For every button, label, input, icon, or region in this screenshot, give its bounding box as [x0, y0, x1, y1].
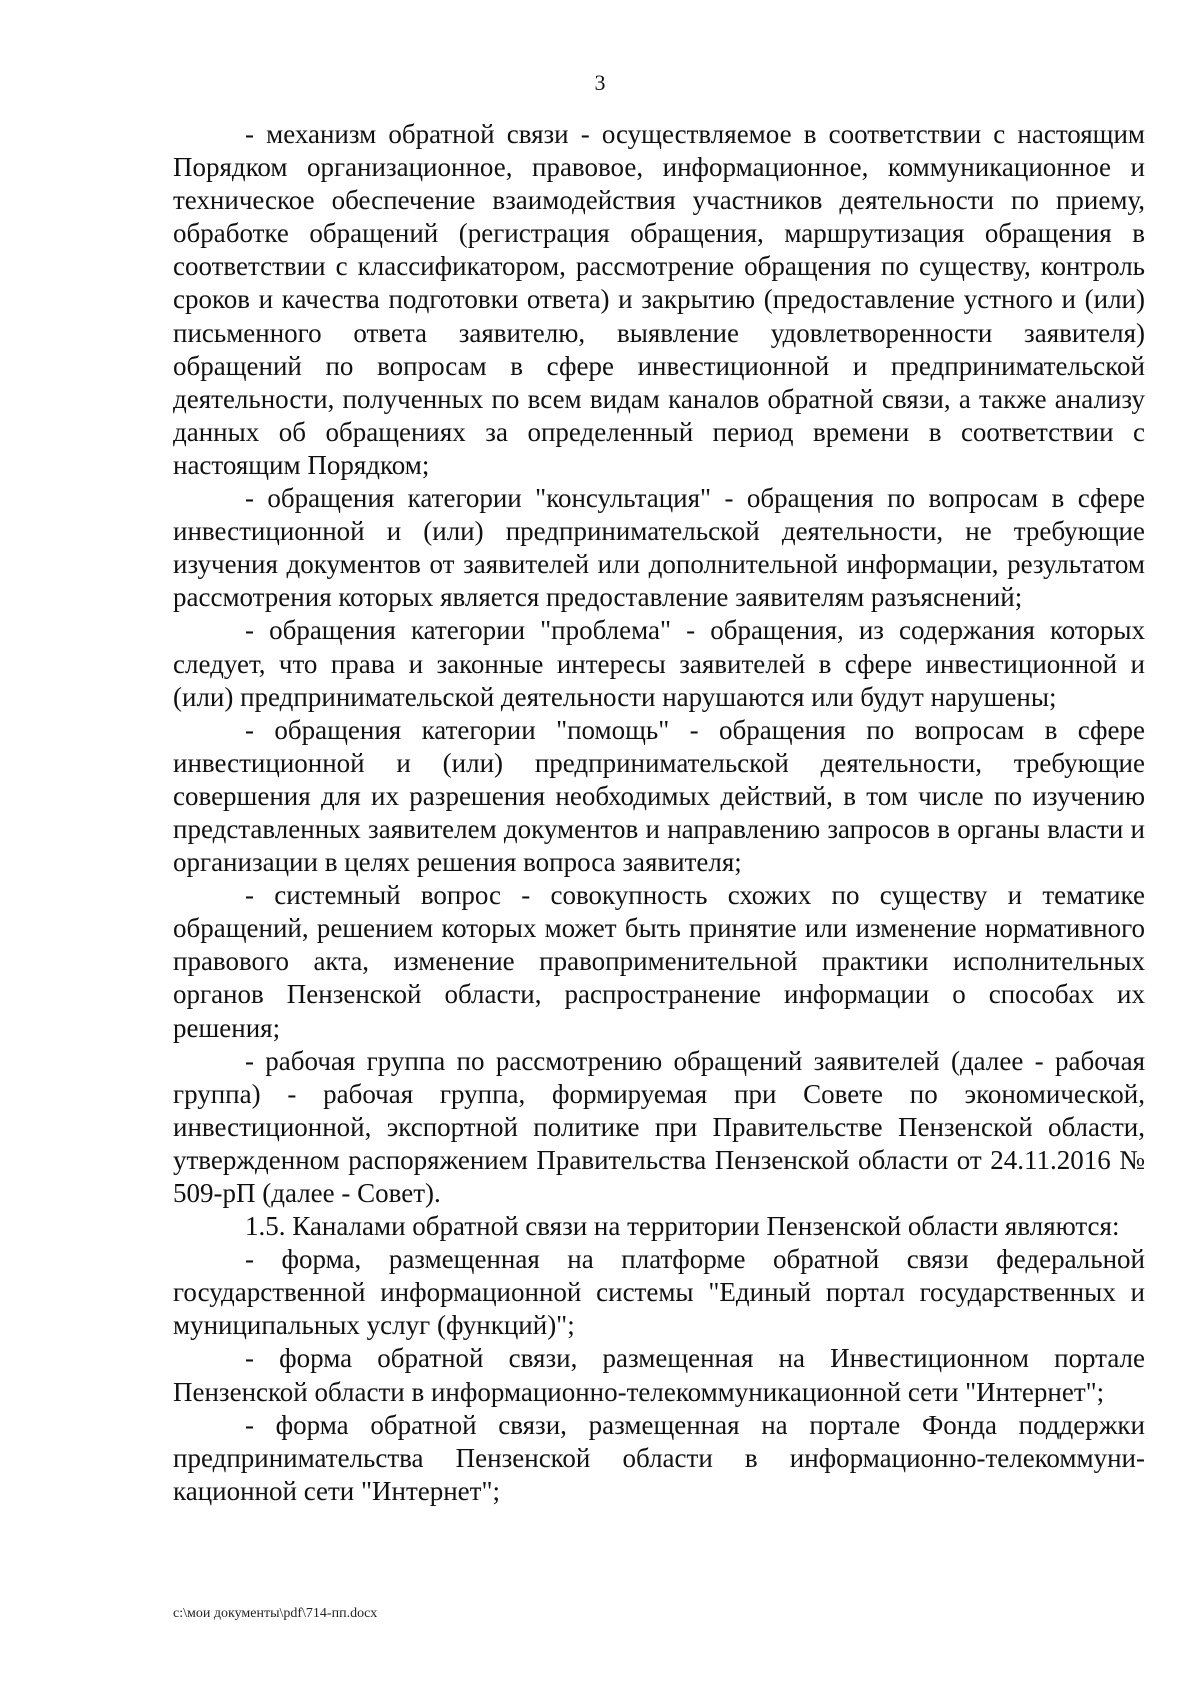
- paragraph-working-group: - рабочая группа по рассмотрению обращений заявителей (далее - рабочая группа) - рабочая группа, формируемая при Совете по экономической, инвестиционной, экспортной политике при Правительстве Пензенской области, утвержденном распоряжением Правительства Пензенской области от 24.11.2016 № 509-рП (далее - Совет).: [173, 1045, 1145, 1208]
- paragraph-form-gosuslugi: - форма, размещенная на платформе обратной связи федеральной государственной информационной системы "Единый портал государственных и муниципальных услуг (функций)";: [173, 1244, 1145, 1341]
- paragraph-feedback-mechanism: - механизм обратной связи - осуществляемое в соответствии с настоящим Порядком организационное, правовое, информационное, коммуникационное и техническое обеспечение взаимодействия участников деятельности по приему, обработке обращений (регистрация обращения, маршрутизация обращения в соответствии с классификатором, рассмотрение обращения по существу, контроль сроков и качества подготовки ответа) и закрытию (предоставление устного и (или) письменного ответа заявителю, выявление удовлетворенности заявителя) обращений по вопросам в сфере инвестиционной и предпринимательской деятельности, полученных по всем видам каналов обратной связи, а также анализу данных об обращениях за определенный период времени в соответствии с настоящим Порядком;: [173, 119, 1145, 480]
- file-path-footer: c:\мои документы\pdf\714-пп.docx: [173, 1606, 378, 1621]
- page-number: 3: [594, 70, 606, 95]
- paragraph-form-support-fund: - форма обратной связи, размещенная на портале Фонда поддержки предпринимательства Пензенской области в информационно-телекоммуникационной сети "Интернет";: [173, 1409, 1145, 1506]
- paragraph-category-problem: - обращения категории "проблема" - обращения, из содержания которых следует, что права и законные интересы заявителей в сфере инвестиционной и (или) предпринимательской деятельности нарушаются или будут нарушены;: [173, 615, 1145, 712]
- paragraph-section-1-5: 1.5. Каналами обратной связи на территории Пензенской области являются:: [245, 1211, 1120, 1242]
- paragraph-form-investment-portal: - форма обратной связи, размещенная на Инвестиционном портале Пензенской области в информационно-телекоммуникационной сети "Интернет";: [173, 1343, 1145, 1407]
- document-body: [173, 118, 1145, 1508]
- paragraph-systemic-issue: - системный вопрос - совокупность схожих по существу и тематике обращений, решением которых может быть принятие или изменение нормативного правового акта, изменение правоприменительной практики исполнительных органов Пензенской области, распространение информации о способах их решения;: [173, 880, 1145, 1043]
- paragraph-category-help: - обращения категории "помощь" - обращения по вопросам в сфере инвестиционной и (или) предпринимательской деятельности, требующие совершения для их разрешения необходимых действий, в том числе по изучению представленных заявителем документов и направлению запросов в органы власти и организации в целях решения вопроса заявителя;: [173, 714, 1145, 878]
- paragraph-category-consultation: - обращения категории "консультация" - обращения по вопросам в сфере инвестиционной и (или) предпринимательской деятельности, не требующие изучения документов от заявителей или дополнительной информации, результатом рассмотрения которых является предоставление заявителям разъяснений;: [173, 483, 1145, 613]
